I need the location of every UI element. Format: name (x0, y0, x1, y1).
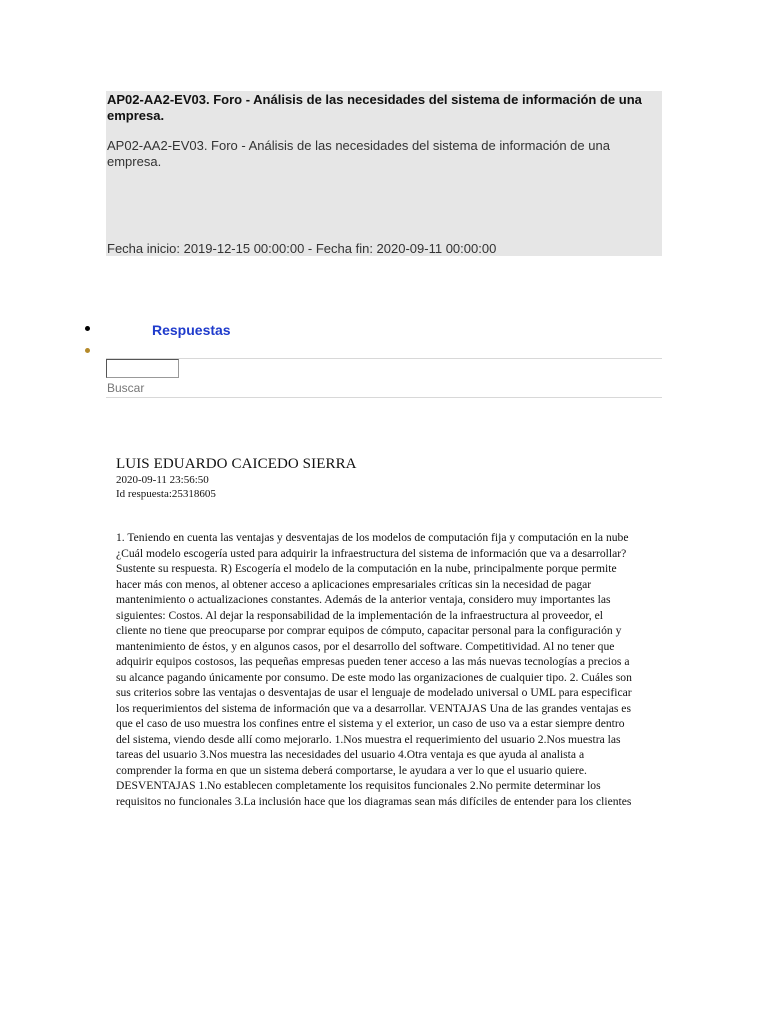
list-bullet (85, 326, 90, 331)
divider (106, 358, 662, 359)
divider (106, 397, 662, 398)
forum-title: AP02-AA2-EV03. Foro - Análisis de las necesidades del sistema de información de una empresa. (107, 92, 642, 123)
search-label: Buscar (107, 381, 145, 395)
forum-dates: Fecha inicio: 2019-12-15 00:00:00 - Fecha fin: 2020-09-11 00:00:00 (107, 241, 497, 256)
post-response-id: Id respuesta:25318605 (116, 488, 216, 500)
search-input[interactable] (106, 359, 179, 378)
tab-respuestas[interactable]: Respuestas (152, 322, 231, 338)
list-bullet (85, 348, 90, 353)
forum-description: AP02-AA2-EV03. Foro - Análisis de las necesidades del sistema de información de una empresa. (107, 138, 610, 169)
post-body: 1. Teniendo en cuenta las ventajas y desventajas de los modelos de computación fija y computación en la nube ¿Cuál modelo escogería usted para adquirir la infraestructura del sistema de información que va a desarrollar? Sustente su respuesta. R) Escogería el modelo de la computación en la nube, principalmente porque permite hacer más con menos, al obtener acceso a aplicaciones empresariales críticas sin la necesidad de pagar mantenimiento o actualizaciones constantes. Además de la anterior ventaja, considero muy importantes las siguientes: Costos. Al dejar la responsabilidad de la implementación de la infraestructura al proveedor, el cliente no tiene que preocuparse por comprar equipos de cómputo, capacitar personal para la configuración y mantenimiento de éstos, y en algunos casos, por el desarrollo del software. Competitividad. Al no tener que adquirir equipos costosos, las pequeñas empresas pueden tener acceso a las más nuevas tecnologías a precios a su alcance pagando únicamente por consumo. De este modo las organizaciones de cualquier tipo. 2. Cuáles son sus criterios sobre las ventajas o desventajas de usar el lenguaje de modelado universal o UML para especificar los requerimientos del sistema de información que va a desarrollar. VENTAJAS Una de las grandes ventajas es que el caso de uso muestra los confines entre el sistema y el exterior, un caso de uso va a estar siempre dentro del sistema, viendo desde allí como mejorarlo. 1.Nos muestra el requerimiento del usuario 2.Nos muestra las tareas del usuario 3.Nos muestra las necesidades del usuario 4.Otra ventaja es que ayuda al analista a comprender la forma en que un sistema deberá comportarse, le ayudara a ver lo que el usuario quiere. DESVENTAJAS 1.No establecen completamente los requisitos funcionales 2.No permite determinar los requisitos no funcionales 3.La inclusión hace que los diagramas sean más difíciles de entender para los clientes (116, 531, 632, 808)
forum-header (106, 91, 662, 256)
post-timestamp: 2020-09-11 23:56:50 (116, 474, 209, 486)
post-author: LUIS EDUARDO CAICEDO SIERRA (116, 456, 357, 472)
response-post (116, 455, 636, 809)
